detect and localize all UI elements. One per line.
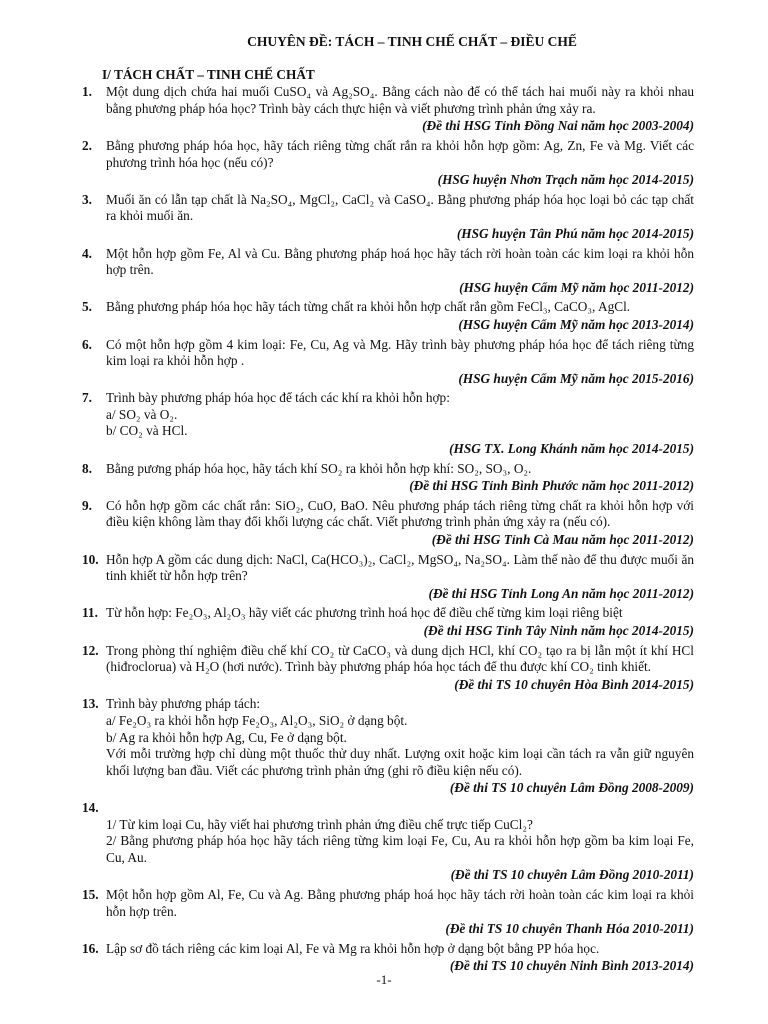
question-item (82, 246, 694, 297)
question-row (82, 138, 694, 171)
question-source: (Đề thi HSG Tỉnh Long An năm học 2011-2012) (428, 585, 694, 601)
question-source: (Đề thi HSG Tỉnh Cà Mau năm học 2011-2012) (431, 532, 694, 548)
question-number: 15. (82, 886, 99, 902)
question-source: (HSG TX. Long Khánh năm học 2014-2015) (449, 441, 694, 457)
question-row (82, 299, 694, 316)
question-number: 14. (82, 799, 99, 815)
question-text (106, 337, 694, 370)
question-line (106, 800, 694, 817)
question-item (82, 800, 694, 884)
question-source: (Đề thi TS 10 chuyên Thanh Hóa 2010-2011) (445, 921, 694, 937)
question-row (82, 390, 694, 440)
question-number: 11. (82, 605, 98, 621)
question-number: 9. (82, 497, 92, 513)
question-source: (HSG huyện Tân Phú năm học 2014-2015) (456, 225, 694, 241)
question-item (82, 390, 694, 457)
question-text (106, 696, 694, 779)
question-row (82, 941, 694, 958)
question-line: 1/ Từ kim loại Cu, hãy viết hai phương trình phản ứng điều chế trực tiếp CuCl₂? (106, 816, 533, 832)
question-number: 2. (82, 137, 92, 153)
question-line: b/ Ag ra khỏi hỗn hợp Ag, Cu, Fe ở dạng bột. (106, 729, 347, 745)
question-line: a/ SO₂ và O₂. (106, 406, 178, 422)
question-line: Bằng phương pháp hóa học, hãy tách riêng từng chất rắn ra khỏi hỗn hợp gồm: Ag, Zn, Fe và Mg. Viết các phương trình hóa học (nếu có)? (106, 137, 694, 170)
question-source: (HSG huyện Nhơn Trạch năm học 2014-2015) (437, 172, 694, 188)
question-text (106, 887, 694, 920)
question-list (82, 84, 694, 975)
question-row (82, 246, 694, 279)
question-row (82, 337, 694, 370)
question-source: (Đề thi TS 10 chuyên Lâm Đồng 2010-2011) (450, 867, 694, 883)
question-line: Hỗn hợp A gồm các dung dịch: NaCl, Ca(HCO₃)₂, CaCl₂, MgSO₄, Na₂SO₄. Làm thế nào để thu được muối ăn tinh khiết từ hỗn hợp trên? (106, 551, 694, 584)
question-item (82, 552, 694, 603)
question-number: 12. (82, 642, 99, 658)
question-item (82, 138, 694, 189)
question-line: Có hỗn hợp gồm các chất rắn: SiO₂, CuO, BaO. Nêu phương pháp tách riêng từng chất ra khỏi hỗn hợp với điều kiện không làm thay đổi khối lượng các chất. Viết phương trình phản ứng xảy ra (nếu có). (106, 497, 694, 530)
question-row (82, 192, 694, 225)
question-line: Với mỗi trường hợp chỉ dùng một thuốc thử duy nhất. Lượng oxit hoặc kim loại cần tách ra vẫn giữ nguyên khối lượng ban đầu. Viết các phương trình phản ứng (ghi rõ điều kiện nếu có). (106, 746, 694, 778)
question-text (106, 299, 694, 316)
question-line: b/ CO₂ và HCl. (106, 423, 188, 439)
question-text (106, 552, 694, 585)
question-number: 4. (82, 245, 92, 261)
question-item (82, 337, 694, 388)
question-source: (Đề thi HSG Tỉnh Bình Phước năm học 2011-2012) (409, 478, 694, 494)
question-row (82, 643, 694, 676)
question-line: a/ Fe₂O₃ ra khỏi hỗn hợp Fe₂O₃, Al₂O₃, SiO₂ ở dạng bột. (106, 712, 408, 728)
page-number: -1- (376, 972, 392, 987)
question-source: (HSG huyện Cẩm Mỹ năm học 2015-2016) (458, 370, 694, 386)
question-line: Có một hỗn hợp gồm 4 kim loại: Fe, Cu, Ag và Mg. Hãy trình bày phương pháp hóa học để tách riêng từng kim loại ra khỏi hỗn hợp . (106, 336, 694, 369)
question-text (106, 800, 694, 866)
question-row (82, 800, 694, 866)
question-line: 2/ Bằng phương pháp hóa học hãy tách riêng từng kim loại Fe, Cu, Au ra khỏi hỗn hợp gồm ba kim loại Fe, Cu, Au. (106, 833, 694, 865)
question-item (82, 941, 694, 975)
question-item (82, 643, 694, 694)
question-source: (HSG huyện Cẩm Mỹ năm học 2011-2012) (459, 279, 694, 295)
section-heading: I/ TÁCH CHẤT – TINH CHẾ CHẤT (102, 66, 315, 82)
question-source: (Đề thi TS 10 chuyên Ninh Bình 2013-2014) (449, 958, 694, 974)
question-line: Bằng pương pháp hóa học, hãy tách khí SO₂ ra khỏi hỗn hợp khí: SO₂, SO₃, O₂. (106, 460, 532, 476)
question-number: 10. (82, 551, 99, 567)
question-row (82, 461, 694, 478)
question-source: (Đề thi HSG Tỉnh Tây Ninh năm học 2014-2015) (423, 623, 694, 638)
question-row (82, 84, 694, 117)
question-text (106, 605, 694, 622)
question-source: (Đề thi TS 10 chuyên Lâm Đồng 2008-2009) (449, 780, 694, 796)
question-item (82, 192, 694, 243)
question-line: Một dung dịch chứa hai muối CuSO₄ và Ag₂SO₄. Bằng cách nào để có thể tách hai muối này ra khỏi nhau bằng phương pháp hóa học? Trình bày cách thực hiện và viết phương trình phản ứng xảy ra. (106, 84, 694, 116)
question-row (82, 498, 694, 531)
question-text (106, 192, 694, 225)
question-item (82, 299, 694, 333)
question-row (82, 696, 694, 779)
question-line: Lập sơ đồ tách riêng các kim loại Al, Fe và Mg ra khỏi hỗn hợp ở dạng bột bằng PP hóa học. (106, 940, 600, 956)
question-text (106, 941, 694, 958)
question-item (82, 498, 694, 549)
question-line: Từ hỗn hợp: Fe₂O₃, Al₂O₃ hãy viết các phương trình hoá học để điều chế từng kim loại riêng biệt (106, 605, 623, 621)
question-number: 5. (82, 299, 92, 315)
question-number: 8. (82, 460, 92, 476)
question-text (106, 84, 694, 117)
question-line: Trong phòng thí nghiệm điều chế khí CO₂ từ CaCO₃ và dung dịch HCl, khí CO₂ tạo ra bị lẫn một ít khí HCl (hiđroclorua) và H₂O (hơi nước). Trình bày phương pháp hóa học tách để thu được khí CO₂ tinh khiết. (106, 642, 694, 675)
question-source: (Đề thi HSG Tỉnh Đồng Nai năm học 2003-2004) (422, 118, 694, 134)
question-item (82, 461, 694, 495)
question-source: (HSG huyện Cẩm Mỹ năm học 2013-2014) (458, 316, 694, 332)
question-line: Một hỗn hợp gồm Fe, Al và Cu. Bằng phương pháp hoá học hãy tách rời hoàn toàn các kim loại ra khỏi hỗn hợp trên. (106, 245, 694, 278)
question-number: 7. (82, 390, 92, 406)
question-row (82, 887, 694, 920)
question-item (82, 887, 694, 938)
question-line: Một hỗn hợp gồm Al, Fe, Cu và Ag. Bằng phương pháp hoá học hãy tách rời hoàn toàn các kim loại ra khỏi hỗn hợp trên. (106, 886, 694, 919)
question-line: Muối ăn có lẫn tạp chất là Na₂SO₄, MgCl₂, CaCl₂ và CaSO₄. Bằng phương pháp hóa học loại bỏ các tạp chất ra khỏi muối ăn. (106, 191, 694, 224)
question-text (106, 461, 694, 478)
question-number: 3. (82, 191, 92, 207)
page-title: CHUYÊN ĐỀ: TÁCH – TINH CHẾ CHẤT – ĐIỀU CHẾ (247, 34, 577, 49)
question-text (106, 390, 694, 440)
question-item (82, 605, 694, 639)
question-text (106, 138, 694, 171)
question-number: 16. (82, 940, 99, 956)
question-row (82, 552, 694, 585)
question-item (82, 696, 694, 797)
question-text (106, 246, 694, 279)
question-source: (Đề thi TS 10 chuyên Hòa Bình 2014-2015) (454, 676, 694, 692)
question-text (106, 498, 694, 531)
question-line: Bằng phương pháp hóa học hãy tách từng chất ra khỏi hỗn hợp chất rắn gồm FeCl₃, CaCO₃, AgCl. (106, 299, 631, 315)
question-number: 1. (82, 84, 92, 100)
question-number: 13. (82, 696, 99, 712)
question-item (82, 84, 694, 135)
question-line: Trình bày phương pháp tách: (106, 696, 261, 712)
question-number: 6. (82, 336, 92, 352)
question-text (106, 643, 694, 676)
question-row (82, 605, 694, 622)
question-line: Trình bày phương pháp hóa học để tách các khí ra khỏi hỗn hợp: (106, 390, 450, 406)
